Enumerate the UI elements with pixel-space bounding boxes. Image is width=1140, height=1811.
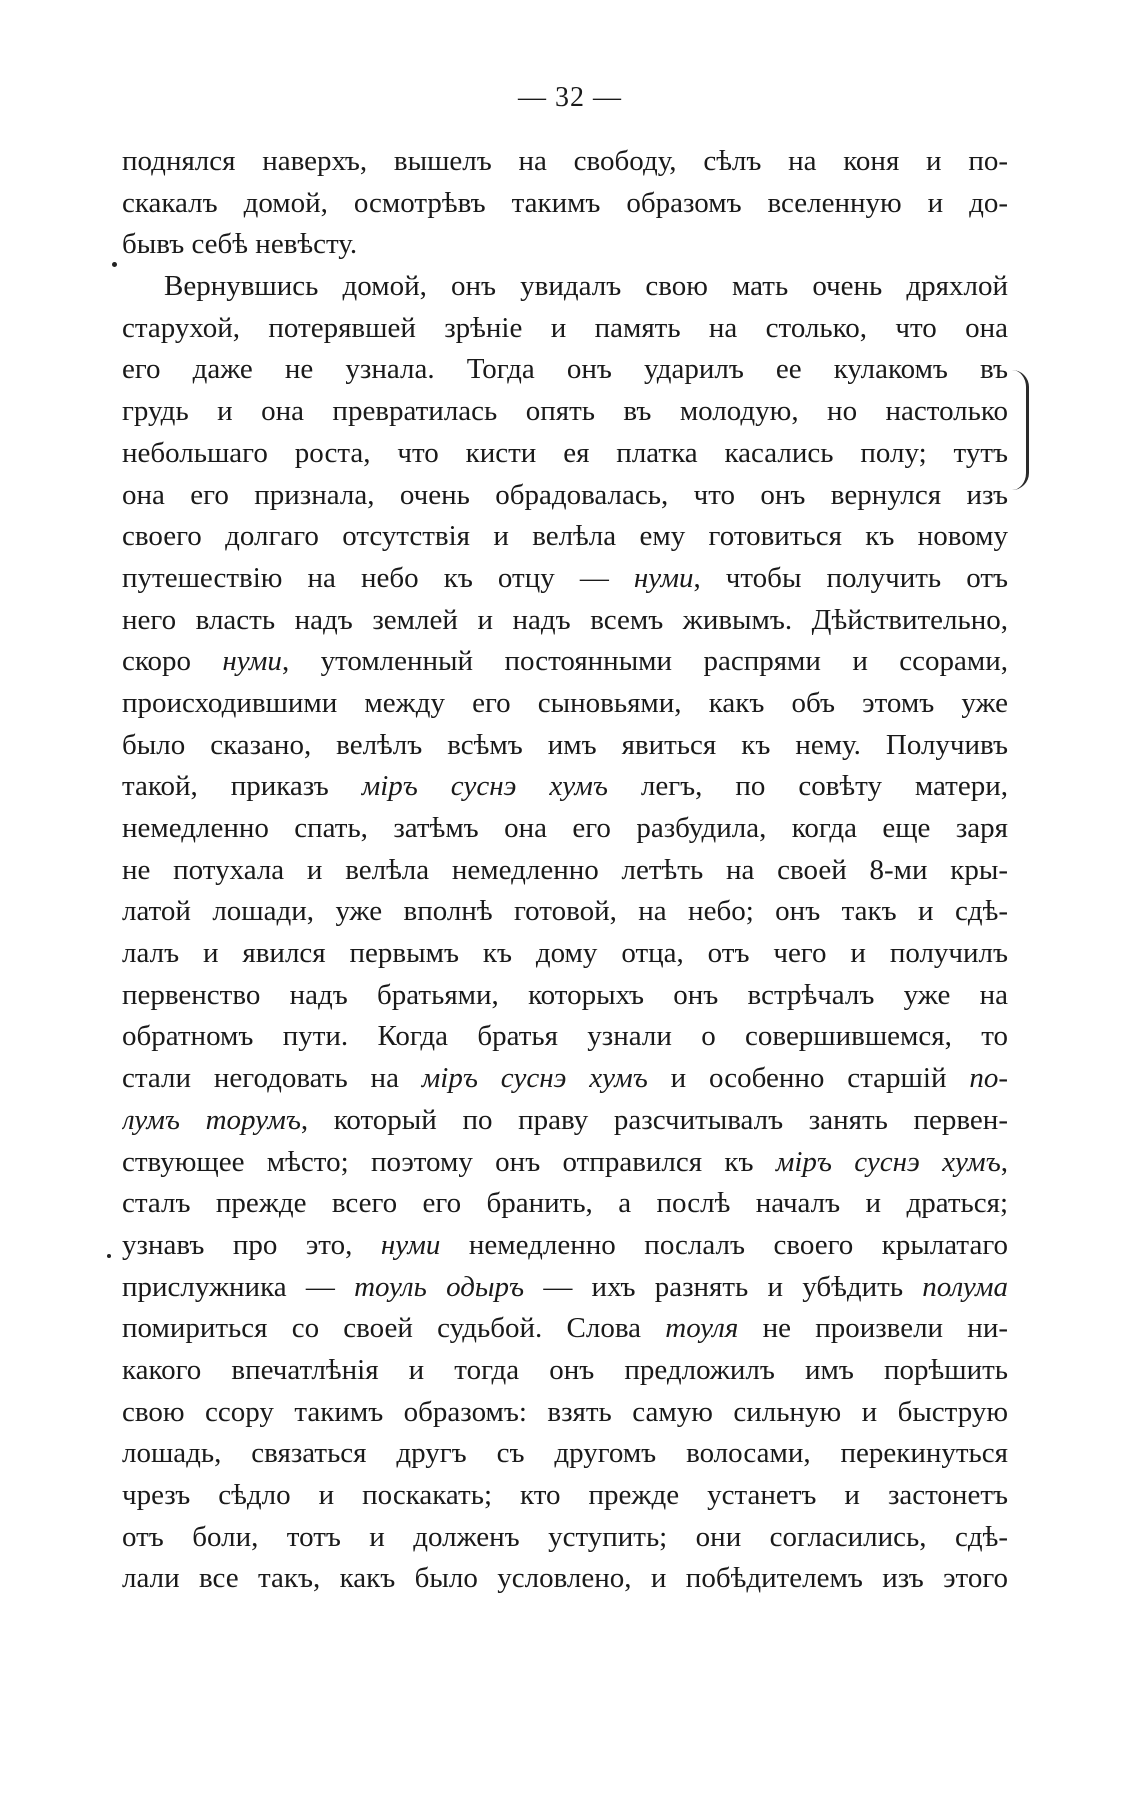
italic-term: нуми: [633, 561, 694, 594]
text-segment: ствующее мѣсто; поэтому онъ отправился къ: [122, 1145, 776, 1178]
text-line: [122, 558, 1008, 600]
text-line: [122, 1016, 1008, 1058]
text-segment: стали негодовать на: [122, 1062, 422, 1095]
text-line: [122, 1558, 1008, 1600]
text-segment: обратномъ пути. Когда братья узнали о совершившемся, то: [122, 1020, 1008, 1053]
text-line: [122, 1475, 1008, 1517]
text-segment: происходившими между его сыновьями, какъ объ этомъ уже: [122, 686, 1008, 719]
text-line: [122, 808, 1008, 850]
text-line: [122, 766, 1008, 808]
italic-term: лумъ торумъ: [122, 1103, 301, 1136]
text-segment: чрезъ сѣдло и поскакать; кто прежде устанетъ и застонетъ: [122, 1479, 1008, 1511]
body-text: [122, 141, 1008, 1600]
text-line: [122, 1392, 1008, 1434]
text-segment: и особенно старшій: [647, 1062, 970, 1095]
text-segment: лалъ и явился первымъ къ дому отца, отъ чего и получилъ: [122, 937, 1008, 970]
text-segment: лали все такъ, какъ было условлено, и побѣдителемъ изъ этого: [122, 1562, 1008, 1595]
text-segment: грудь и она превратилась опять въ молодую, но настолько: [122, 395, 1008, 428]
text-segment: путешествію на небо къ отцу —: [122, 561, 634, 594]
text-segment: , чтобы получить отъ: [693, 561, 1008, 594]
italic-term: тоуля: [665, 1312, 739, 1345]
text-line: [122, 1058, 1008, 1100]
text-line: [122, 308, 1008, 350]
text-segment: легъ, по совѣту матери,: [607, 770, 1008, 803]
text-line: [122, 683, 1008, 725]
text-segment: какого впечатлѣнія и тогда онъ предложилъ имъ порѣшить: [122, 1353, 1008, 1386]
italic-term: нуми: [380, 1228, 441, 1261]
text-segment: такой, приказъ: [122, 770, 362, 803]
text-line: [122, 516, 1008, 558]
text-segment: помириться со своей судьбой. Слова: [122, 1312, 666, 1345]
italic-term: міръ суснэ хумъ: [361, 770, 608, 803]
text-segment: латой лошади, уже вполнѣ готовой, на небо; онъ такъ и сдѣ-: [122, 895, 1008, 928]
text-segment: , утомленный постоянными распрями и ссорами,: [281, 645, 1008, 678]
text-segment: она его признала, очень обрадовалась, что онъ вернулся изъ: [122, 478, 1008, 511]
text-segment: первенство надъ братьями, которыхъ онъ встрѣчалъ уже на: [122, 978, 1008, 1011]
italic-term: тоуль одыръ: [354, 1270, 525, 1303]
text-line: [122, 1142, 1008, 1184]
text-line: [122, 725, 1008, 767]
page-number: — 32 —: [518, 82, 622, 113]
text-line: [122, 891, 1008, 933]
text-segment: скоро: [122, 645, 223, 678]
text-line: [122, 850, 1008, 892]
text-segment: было сказано, велѣлъ всѣмъ имъ явиться къ нему. Получивъ: [122, 728, 1008, 761]
text-segment: бывъ себѣ невѣсту.: [122, 228, 358, 261]
text-segment: немедленно послалъ своего крылатаго: [440, 1228, 1008, 1261]
text-segment: небольшаго роста, что кисти ея платка касались полу; тутъ: [122, 436, 1008, 469]
italic-term: нуми: [222, 645, 282, 678]
text-segment: скакалъ домой, осмотрѣвъ такимъ образомъ вселенную и до-: [122, 186, 1008, 219]
text-segment: отъ боли, тотъ и долженъ уступить; они согласились, сдѣ-: [122, 1520, 1008, 1553]
text-segment: своего долгаго отсутствія и велѣла ему готовиться къ новому: [122, 520, 1008, 553]
margin-dot-mark: [112, 262, 117, 267]
text-line: [122, 1225, 1008, 1267]
text-line: [122, 975, 1008, 1017]
text-segment: свою ссору такимъ образомъ: взять самую сильную и быструю: [122, 1395, 1008, 1428]
text-line: [122, 1350, 1008, 1392]
text-line: [122, 933, 1008, 975]
text-line: [122, 1267, 1008, 1309]
text-line: [122, 600, 1008, 642]
margin-dot-mark: [107, 1254, 111, 1258]
text-line: [122, 391, 1008, 433]
text-segment: него власть надъ землей и надъ всемъ живымъ. Дѣйствительно,: [122, 603, 1008, 636]
text-line: [122, 475, 1008, 517]
text-line: [122, 1433, 1008, 1475]
text-segment: его даже не узнала. Тогда онъ ударилъ ее кулакомъ въ: [122, 353, 1008, 386]
text-segment: лошадь, связаться другъ съ другомъ волосами, перекинуться: [122, 1437, 1008, 1470]
text-line: [122, 224, 1008, 266]
text-segment: поднялся наверхъ, вышелъ на свободу, сѣлъ на коня и по-: [122, 145, 1008, 177]
text-segment: не потухала и велѣла немедленно летѣть на своей 8-ми кры-: [122, 853, 1008, 886]
text-line: [122, 1100, 1008, 1142]
text-line: [122, 433, 1008, 475]
text-segment: сталъ прежде всего его бранить, а послѣ началъ и драться;: [122, 1187, 1008, 1220]
text-segment: — ихъ разнять и убѣдить: [524, 1270, 923, 1303]
italic-term: по-: [969, 1062, 1008, 1095]
text-segment: старухой, потерявшей зрѣніе и память на столько, что она: [122, 311, 1008, 344]
text-segment: прислужника —: [122, 1270, 355, 1303]
text-line: [122, 1517, 1008, 1559]
italic-term: міръ суснэ хумъ: [421, 1062, 648, 1095]
text-line: [122, 183, 1008, 225]
text-line: [122, 141, 1008, 183]
text-line: [122, 1308, 1008, 1350]
text-segment: узнавъ про это,: [122, 1228, 381, 1261]
text-segment: не произвели ни-: [738, 1312, 1008, 1345]
text-segment: Вернувшись домой, онъ увидалъ свою мать очень дряхлой: [164, 270, 1008, 303]
text-line: [122, 349, 1008, 391]
text-line: [122, 1183, 1008, 1225]
text-segment: ,: [1000, 1145, 1008, 1178]
italic-term: міръ суснэ хумъ: [775, 1145, 1001, 1178]
italic-term: полума: [922, 1270, 1008, 1303]
margin-bracket-mark: [1012, 370, 1029, 490]
text-line: [122, 266, 1008, 308]
text-segment: немедленно спать, затѣмъ она его разбудила, когда еще заря: [122, 812, 1008, 844]
text-line: [122, 641, 1008, 683]
text-segment: , который по праву разсчитывалъ занять первен-: [300, 1103, 1008, 1136]
